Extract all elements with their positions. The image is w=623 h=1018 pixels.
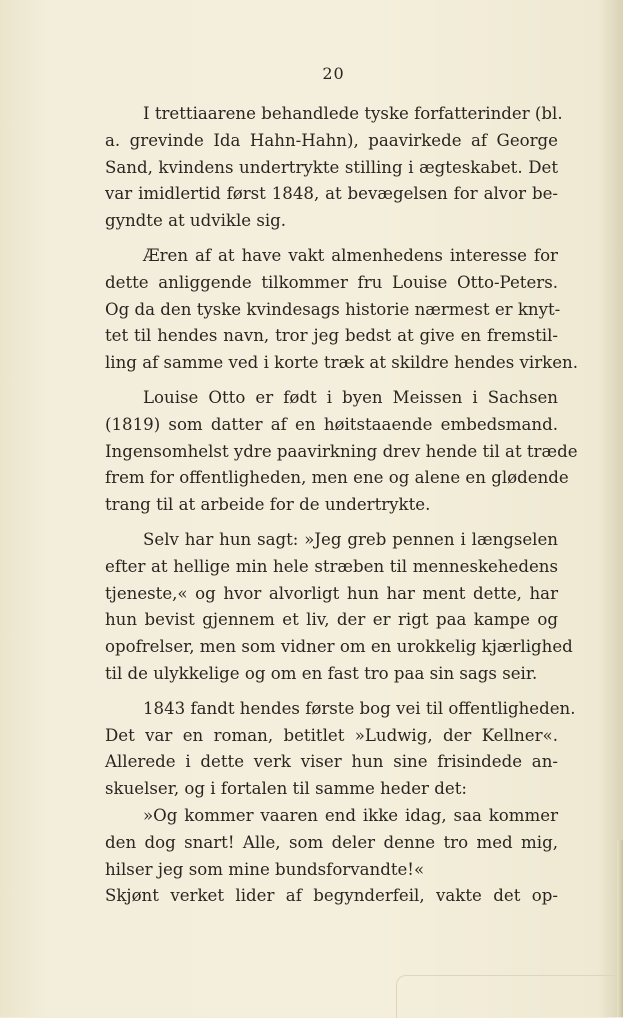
text-line: Det var en roman, betitlet »Ludwig, der Kellner«.: [105, 725, 558, 745]
text-line: ling af samme ved i korte træk at skildre hendes virken.: [105, 353, 578, 373]
text-line: til de ulykkelige og om en fast tro paa sin sags seir.: [105, 663, 538, 683]
text-line: hun bevist gjennem et liv, der er rigt paa kampe og: [105, 610, 558, 630]
text-line: I trettiaarene behandlede tyske forfatterinder (bl.: [143, 104, 563, 123]
text-line: opofrelser, men som vidner om en urokkelig kjærlighed: [105, 637, 573, 657]
text-line: trang til at arbeide for de undertrykte.: [105, 495, 431, 515]
text-line: efter at hellige min hele stræben til menneskehedens: [105, 556, 558, 576]
text-line: Ingensomhelst ydre paavirkning drev hende til at træde: [105, 441, 578, 461]
text-line: 1843 fandt hendes første bog vei til offentligheden.: [143, 698, 576, 718]
page-crease: [396, 975, 623, 1018]
text-line: dette anliggende tilkommer fru Louise Otto-Peters.: [105, 272, 558, 292]
paragraph: [105, 101, 563, 235]
text-line: Skjønt verket lider af begynderfeil, vakte det op-: [105, 886, 558, 906]
text-line: Allerede i dette verk viser hun sine frisindede an-: [105, 752, 558, 772]
text-line: »Og kommer vaaren end ikke idag, saa kommer: [143, 805, 558, 825]
paragraph: [105, 385, 578, 519]
text-line: Sand, kvindens undertrykte stilling i ægteskabet. Det: [105, 157, 558, 177]
text-line: Æren af at have vakt almenhedens interesse for: [143, 245, 558, 265]
quotation: [105, 803, 558, 883]
paragraph: [105, 527, 573, 688]
text-line: Louise Otto er født i byen Meissen i Sachsen: [143, 387, 558, 407]
text-line: tjeneste,« og hvor alvorligt hun har ment dette, har: [105, 583, 558, 603]
paragraph: [105, 883, 558, 910]
text-line: skuelser, og i fortalen til samme heder det:: [105, 779, 467, 799]
text-line: a. grevinde Ida Hahn-Hahn), paavirkede af George: [105, 130, 558, 150]
paragraph: [105, 243, 578, 377]
page-edge: [617, 840, 623, 1017]
text-line: hilser jeg som mine bundsforvandte!«: [105, 859, 425, 879]
paragraph: [105, 696, 576, 803]
text-line: frem for offentligheden, men ene og alene en glødende: [105, 468, 569, 488]
text-line: Selv har hun sagt: »Jeg greb pennen i længselen: [143, 529, 558, 549]
text-line: tet til hendes navn, tror jeg bedst at give en fremstil-: [105, 326, 558, 346]
text-line: gyndte at udvikle sig.: [105, 211, 287, 231]
text-line: (1819) som datter af en høitstaaende embedsmand.: [105, 414, 558, 434]
page-number: 20: [322, 64, 345, 83]
body-text: [105, 101, 578, 910]
text-line: var imidlertid først 1848, at bevægelsen for alvor be-: [105, 184, 558, 204]
text-line: den dog snart! Alle, som deler denne tro med mig,: [105, 832, 558, 852]
text-line: Og da den tyske kvindesags historie nærmest er knyt-: [105, 299, 561, 319]
